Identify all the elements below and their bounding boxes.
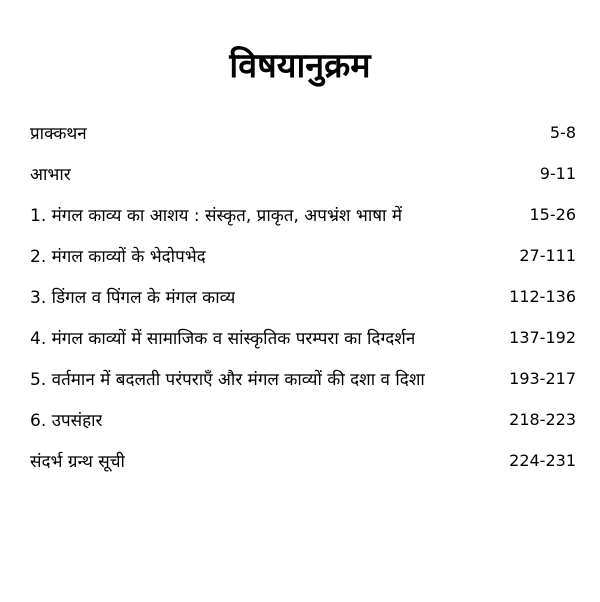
toc-entry (30, 317, 576, 358)
toc-entry-pages: 193-217 (509, 369, 576, 388)
toc-entry-label: 1. मंगल काव्य का आशय : संस्कृत, प्राकृत, अपभ्रंश भाषा में (30, 206, 403, 226)
table-of-contents (30, 112, 576, 481)
toc-entry-pages: 9-11 (539, 164, 576, 183)
toc-entry-label: 3. डिंगल व पिंगल के मंगल काव्य (30, 288, 236, 308)
toc-entry-label: 4. मंगल काव्यों में सामाजिक व सांस्कृतिक परम्परा का दिग्दर्शन (30, 329, 416, 349)
toc-entry-label: 2. मंगल काव्यों के भेदोपभेद (30, 247, 206, 267)
toc-entry (30, 358, 576, 399)
toc-entry-pages: 112-136 (509, 287, 576, 306)
toc-entry (30, 153, 576, 194)
toc-entry (30, 440, 576, 481)
toc-entry (30, 235, 576, 276)
toc-entry-pages: 224-231 (509, 451, 576, 470)
toc-entry-label: प्राक्कथन (30, 124, 87, 144)
toc-entry-pages: 137-192 (509, 328, 576, 347)
toc-entry-label: 6. उपसंहार (30, 411, 103, 431)
page-title: विषयानुक्रम (229, 46, 371, 86)
toc-entry-pages: 218-223 (509, 410, 576, 429)
toc-entry-pages: 5-8 (549, 123, 576, 142)
toc-entry (30, 276, 576, 317)
toc-entry-pages: 15-26 (529, 205, 576, 224)
toc-entry-label: आभार (30, 165, 71, 185)
toc-entry-label: संदर्भ ग्रन्थ सूची (30, 452, 125, 472)
toc-entry-pages: 27-111 (519, 246, 576, 265)
toc-entry (30, 112, 576, 153)
toc-entry (30, 399, 576, 440)
toc-entry-label: 5. वर्तमान में बदलती परंपराएँ और मंगल काव्यों की दशा व दिशा (30, 370, 425, 390)
toc-entry (30, 194, 576, 235)
